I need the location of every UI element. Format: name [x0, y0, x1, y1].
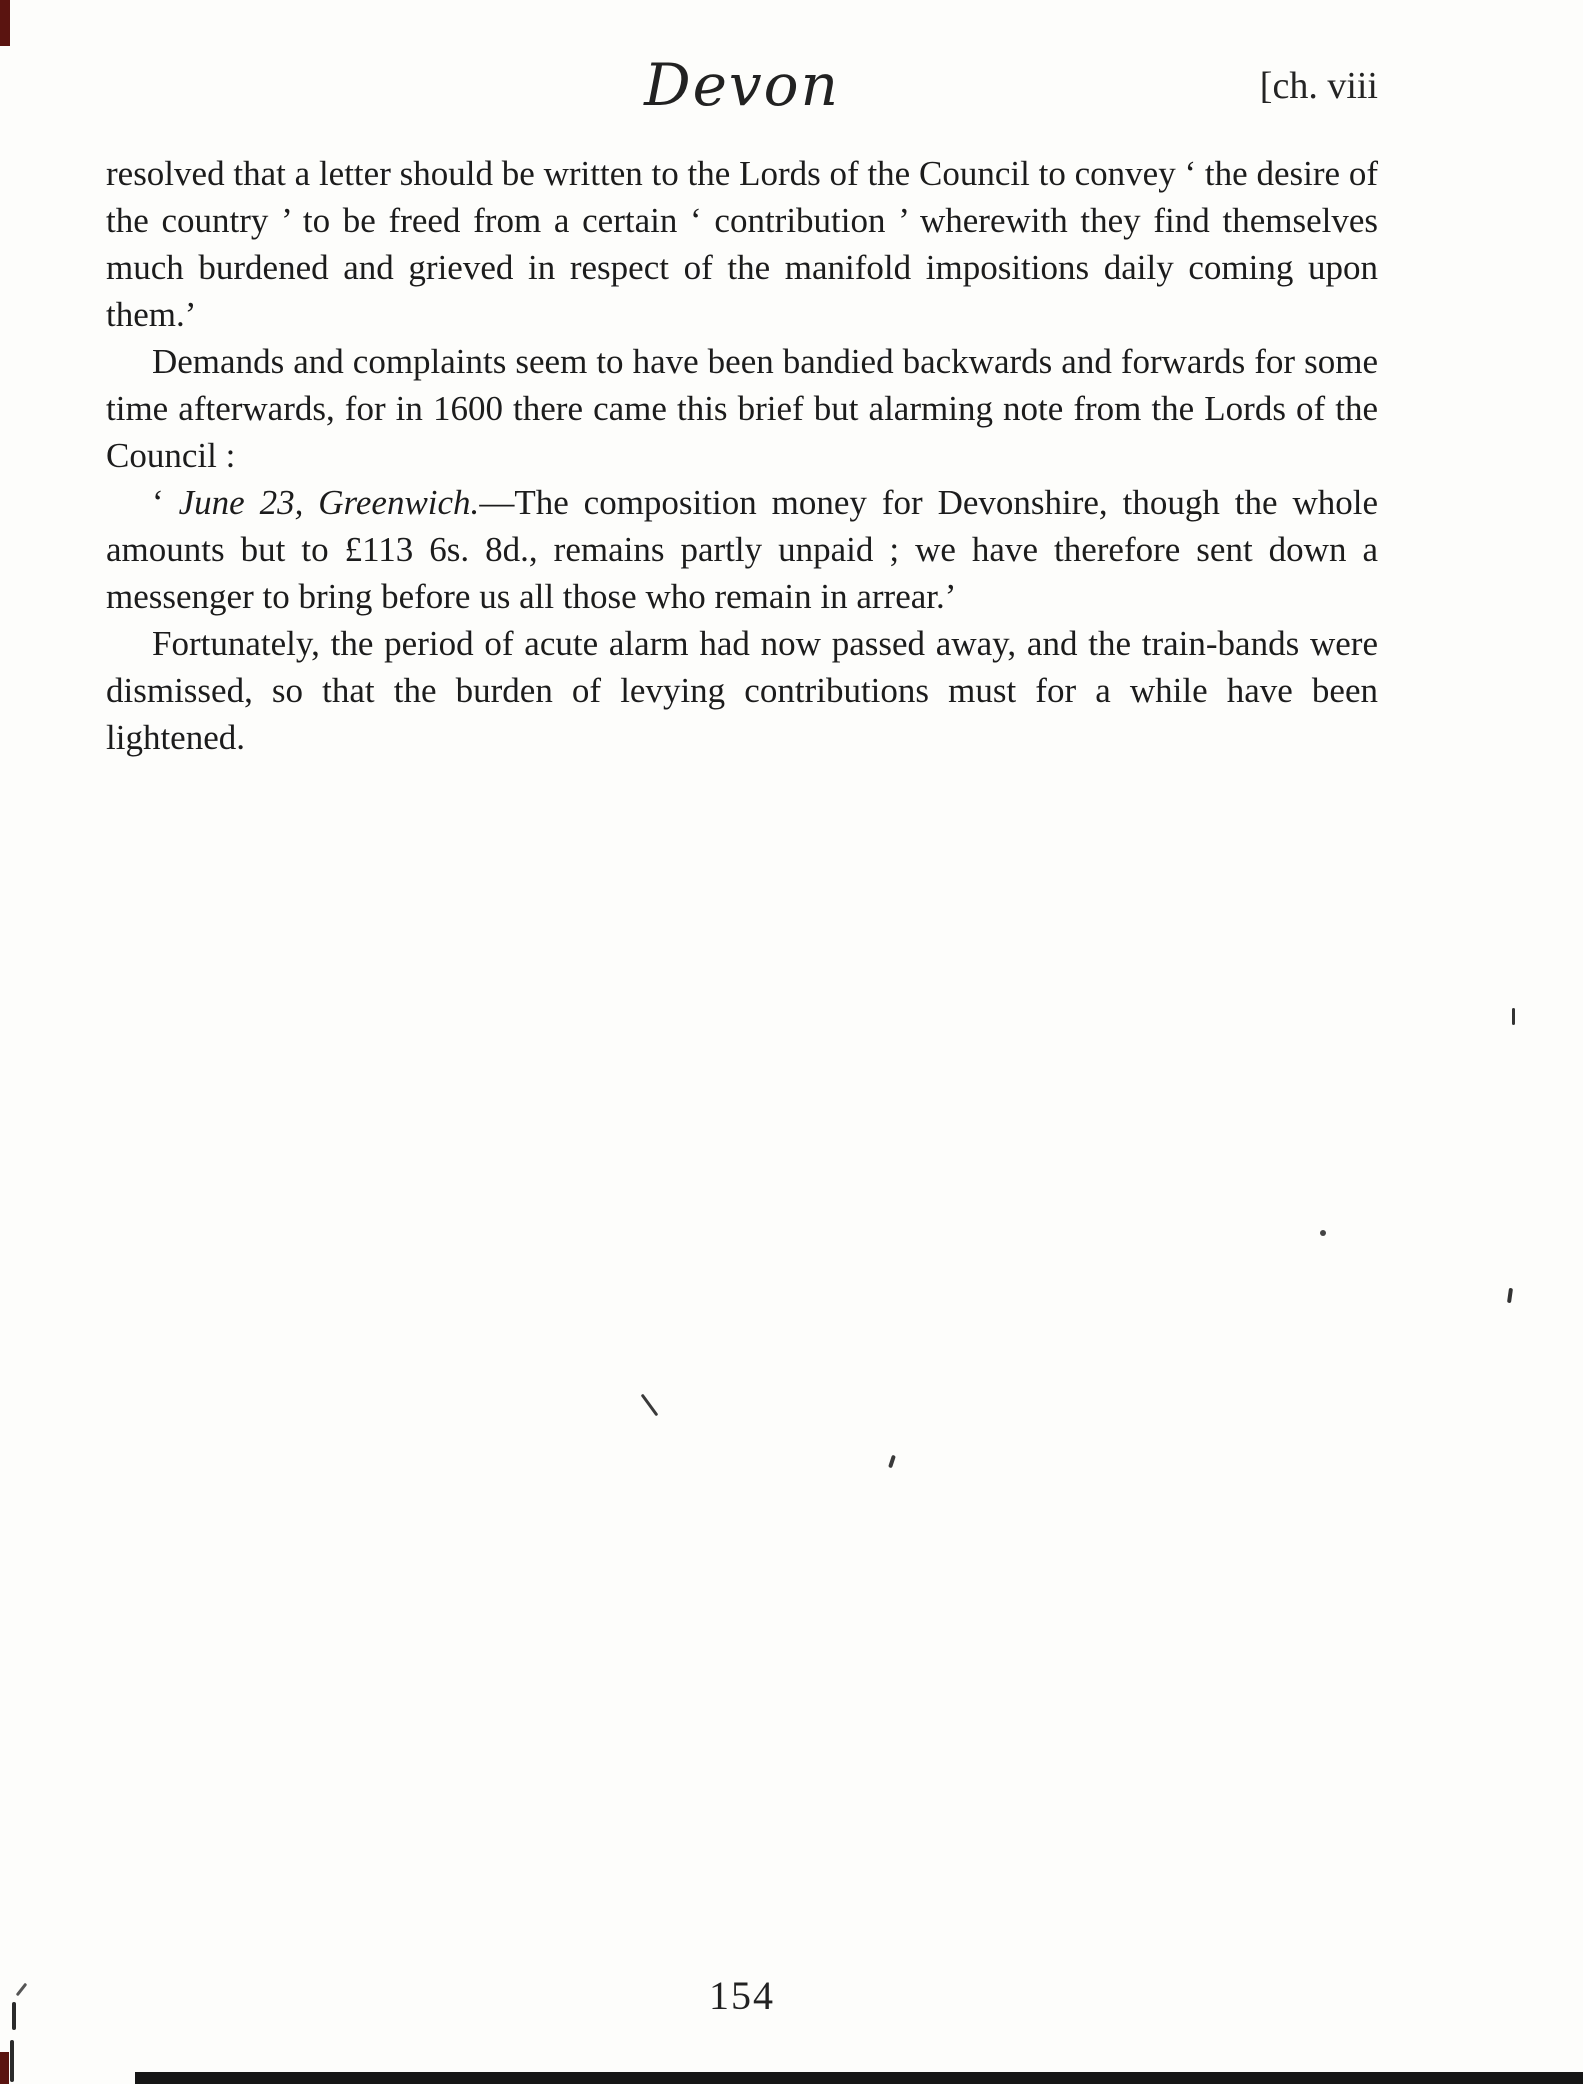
scan-artifact-left-edge-mark-2: [10, 2040, 14, 2082]
italic-text-segment: June 23, Greenwich.: [178, 483, 480, 522]
paragraph: [106, 150, 1378, 338]
text-segment: resolved that a letter should be written to the Lords of the Council to convey ‘ the desire of the country ’ to be freed from a certain ‘ contribution ’ wherewith they find themselves much burdened and grieved in respect of the manifold impositions daily coming upon them.’: [106, 154, 1378, 334]
scan-artifact-bottom-left-red-bar: [0, 2052, 9, 2084]
scan-artifact-comma-speck: [888, 1455, 896, 1469]
paragraph: [106, 479, 1378, 620]
scan-artifact-right-edge-mark-2: [1507, 1288, 1513, 1303]
text-segment: —The composition money for Devonshire, though the whole amounts but to £113 6s. 8d., remains partly unpaid ; we have therefore sent down a messenger to bring before us all those who remain in arrear.’: [106, 483, 1379, 616]
text-segment: Fortunately, the period of acute alarm had now passed away, and the train-bands were dismissed, so that the burden of levying contributions must for a while have been lightened.: [106, 624, 1378, 757]
scan-artifact-top-left-red-bar: [0, 0, 10, 46]
page-text: [106, 150, 1378, 761]
chapter-label: [ch. viii: [1259, 65, 1378, 107]
paragraph: [106, 620, 1378, 761]
paragraph: [106, 338, 1378, 479]
page-header: [106, 51, 1378, 138]
scan-artifact-tick-mark: [16, 1983, 28, 1997]
scan-artifact-bottom-edge-line: [135, 2072, 1583, 2084]
page-number: 154: [709, 1973, 775, 2018]
scan-artifact-left-edge-mark-1: [12, 2002, 16, 2030]
scan-artifact-diagonal-mark: [641, 1394, 659, 1417]
text-segment: ‘: [152, 483, 179, 522]
text-segment: Demands and complaints seem to have been bandied backwards and forwards for some time afterwards, for in 1600 there came this brief but alarming note from the Lords of the Council :: [106, 342, 1378, 475]
running-title: Devon: [644, 51, 840, 119]
scan-artifact-right-edge-mark-1: [1512, 1008, 1515, 1025]
scan-artifact-dot-speck: [1320, 1230, 1326, 1236]
